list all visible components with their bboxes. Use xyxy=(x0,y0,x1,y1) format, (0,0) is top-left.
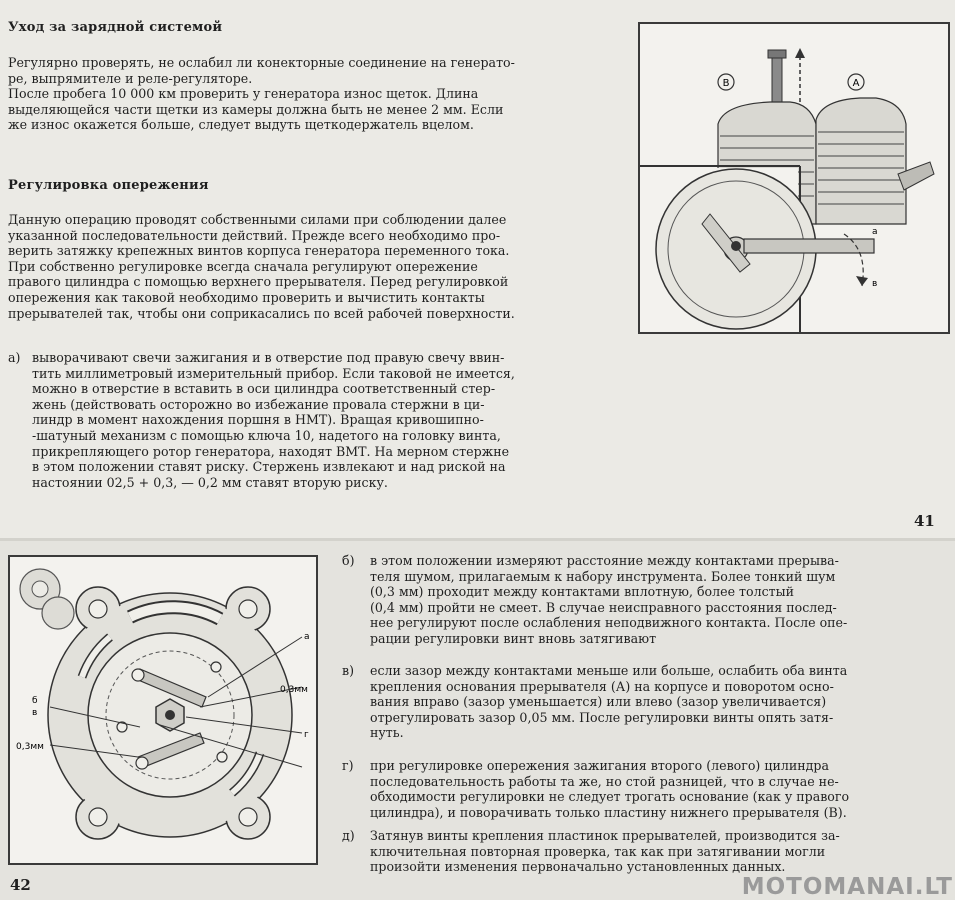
heading-timing-adjustment: Регулировка опережения xyxy=(8,178,209,193)
text-line: ключительная повторная проверка, так как при затягивании могли xyxy=(370,843,826,859)
text-line: произойти изменения первоначально установленных данных. xyxy=(370,859,786,875)
label-g-bottom: г xyxy=(304,730,309,740)
text-line: После пробега 10 000 км проверить у генератора износ щеток. Длина xyxy=(8,86,479,102)
text-line: жень (действовать осторожно во избежание провала стержни в ци- xyxy=(32,396,485,412)
text-line: Регулярно проверять, не ослабил ли конекторные соединение на генерато- xyxy=(8,55,515,70)
text-line: При собственно регулировке всегда сначала регулируют опережение xyxy=(8,258,478,274)
text-line: в этом положении ставят риску. Стержень извлекают и над риской на xyxy=(32,459,506,475)
text-line: прерывателей так, чтобы они соприкасались по всей рабочей поверхности. xyxy=(8,305,515,321)
text-line: обходимости регулировки не следует трогать основание (как у правого xyxy=(370,789,850,805)
list-item-g xyxy=(342,758,952,822)
paragraph-charging-care xyxy=(8,55,608,133)
engine-illustration xyxy=(640,24,948,332)
text-line: в этом положении измеряют расстояние между контактами прерыва- xyxy=(370,553,839,568)
text-line: (0,4 мм) пройти не смеет. В случае неисправного расстояния послед- xyxy=(370,599,837,615)
text-line: нуть. xyxy=(370,725,404,741)
text-line: правого цилиндра с помощью верхнего прерывателя. Перед регулировкой xyxy=(8,274,509,290)
page-number-41: 41 xyxy=(914,512,935,530)
page-number-42: 42 xyxy=(10,876,31,894)
figure-engine-timing xyxy=(638,22,950,334)
text-line: Затянув винты крепления пластинок прерывателей, производится за- xyxy=(370,828,840,843)
text-line: тить миллиметровый измерительный прибор. Если таковой не имеется, xyxy=(32,365,515,381)
watermark-logo: MOTOMANAI.LT xyxy=(741,874,953,900)
text-line: отрегулировать зазор 0,05 мм. После регулировки винты опять затя- xyxy=(370,709,834,725)
text-line: опережения как таковой необходимо проверить и вычистить контакты xyxy=(8,289,485,305)
list-item-a xyxy=(8,350,618,500)
text-line: -шатуный механизм с помощью ключа 10, надетого на головку винта, xyxy=(32,427,501,443)
label-b-top: В xyxy=(722,78,730,89)
text-line: линдр в момент нахождения поршня в НМТ). Вращая кривошипно- xyxy=(32,412,484,428)
text-line: выделяющейся части щетки из камеры должна быть не менее 2 мм. Если xyxy=(8,101,504,117)
label-03-right: 0,3мм xyxy=(280,685,308,695)
text-line: нее регулируют после ослабления неподвижного контакта. После опе- xyxy=(370,615,848,631)
breaker-illustration xyxy=(10,557,316,863)
text-line: цилиндра), и поворачивать только пластину нижнего прерывателя (В). xyxy=(370,804,847,820)
list-marker: д) xyxy=(342,828,355,843)
heading-charging-system: Уход за зарядной системой xyxy=(8,20,223,35)
label-a-bottom: а xyxy=(304,632,310,642)
text-line: указанной последовательности действий. Прежде всего необходимо про- xyxy=(8,227,501,243)
label-small-top-1: а xyxy=(872,227,878,237)
text-line: вания вправо (зазор уменьшается) или влево (зазор увеличивается) xyxy=(370,694,827,710)
page-divider xyxy=(0,538,955,541)
text-line: ре, выпрямителе и реле-регуляторе. xyxy=(8,70,253,86)
text-line: настоянии 02,5 + 0,3, — 0,2 мм ставят вторую риску. xyxy=(32,474,388,490)
text-line: крепления основания прерывателя (А) на корпусе и поворотом осно- xyxy=(370,678,834,694)
label-small-top-2: в xyxy=(872,279,878,289)
list-item-d xyxy=(342,828,952,876)
text-line: если зазор между контактами меньше или больше, ослабить оба винта xyxy=(370,663,848,678)
paragraph-timing-intro xyxy=(8,212,608,321)
text-line: последовательность работы та же, но стой разницей, что в случае не- xyxy=(370,773,839,789)
text-line: прикрепляющего ротор генератора, находят ВМТ. На мерном стержне xyxy=(32,443,510,459)
label-b-bottom: б xyxy=(32,696,38,706)
list-item-v xyxy=(342,663,952,743)
list-item-b xyxy=(342,553,952,649)
list-marker: г) xyxy=(342,758,354,773)
figure-breaker-plate xyxy=(8,555,318,865)
text-line: рации регулировки винт вновь затягивают xyxy=(370,630,657,646)
text-line: можно в отверстие в вставить в оси цилиндра соответственный стер- xyxy=(32,381,496,397)
text-line: Данную операцию проводят собственными силами при соблюдении далее xyxy=(8,212,507,227)
list-marker: а) xyxy=(8,350,21,365)
list-marker: в) xyxy=(342,663,355,678)
text-line: выворачивают свечи зажигания и в отверстие под правую свечу ввин- xyxy=(32,350,505,365)
label-03-left: 0,3мм xyxy=(16,742,44,752)
label-a-top: А xyxy=(852,78,860,89)
list-marker: б) xyxy=(342,553,355,568)
text-line: же износ окажется больше, следует выдуть щеткодержатель вцелом. xyxy=(8,117,474,133)
text-line: при регулировке опережения зажигания второго (левого) цилиндра xyxy=(370,758,829,773)
text-line: теля шумом, прилагаемым к набору инструмента. Более тонкий шум xyxy=(370,568,836,584)
text-line: верить затяжку крепежных винтов корпуса генератора переменного тока. xyxy=(8,243,510,259)
label-v-bottom: в xyxy=(32,708,38,718)
text-line: (0,3 мм) проходит между контактами вплотную, более толстый xyxy=(370,584,795,600)
